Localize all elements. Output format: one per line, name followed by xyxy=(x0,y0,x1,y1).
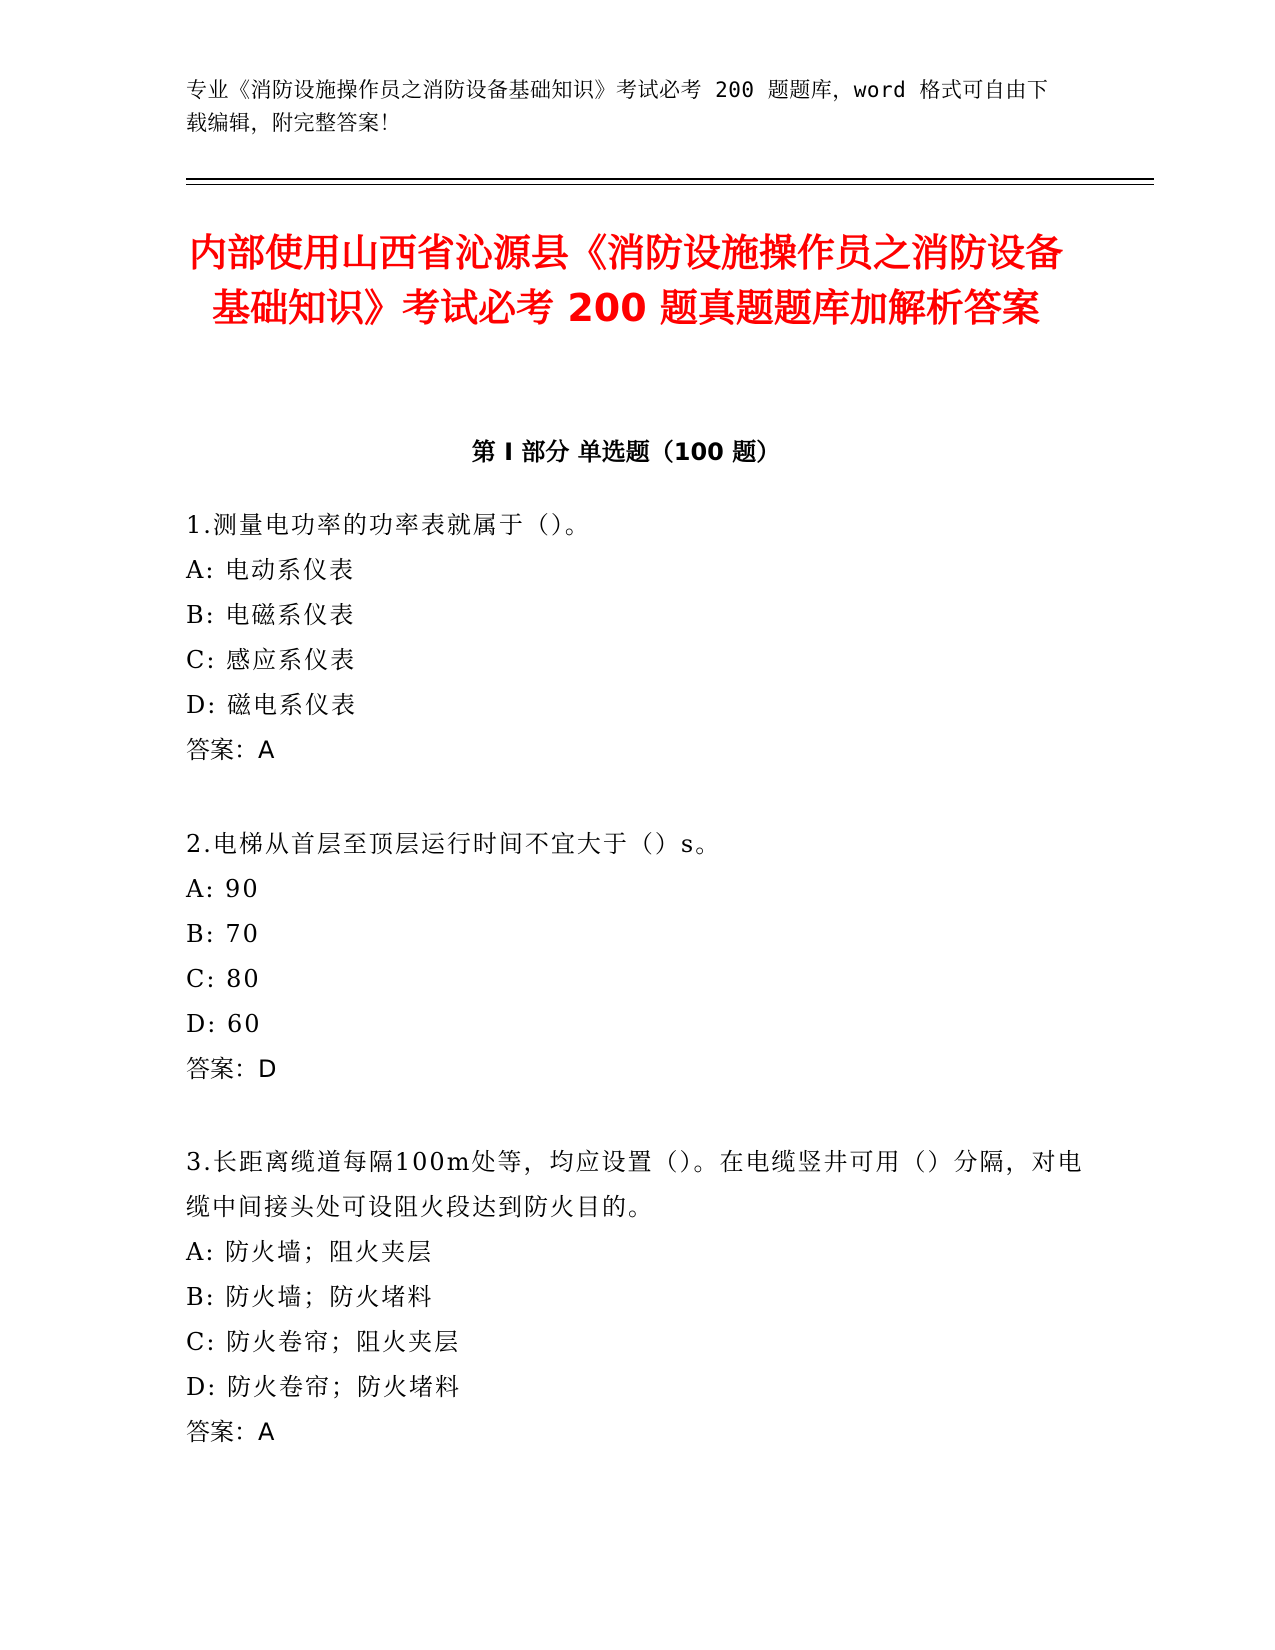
document-title: 内部使用山西省沁源县《消防设施操作员之消防设备基础知识》考试必考 200 题真题题库加解析答案 xyxy=(188,231,1063,330)
question-3 xyxy=(186,1140,1086,1455)
header-note: 专业《消防设施操作员之消防设备基础知识》考试必考 200 题题库，word 格式可自由下载编辑，附完整答案！ xyxy=(186,78,1049,135)
answer: 答案：D xyxy=(186,1055,277,1083)
answer: 答案：A xyxy=(186,1418,275,1446)
option-d: D: 防火卷帘；防火堵料 xyxy=(186,1373,461,1401)
answer: 答案：A xyxy=(186,736,275,764)
question-stem: 3.长距离缆道每隔100m处等，均应设置（）。在电缆竖井可用（）分隔，对电缆中间接头处可设阻火段达到防火目的。 xyxy=(186,1148,1084,1221)
option-c: C: 防火卷帘；阻火夹层 xyxy=(186,1328,461,1356)
option-a: A: 90 xyxy=(186,875,260,903)
option-c: C: 80 xyxy=(186,965,261,993)
option-a: A: 电动系仪表 xyxy=(186,556,356,584)
option-a: A: 防火墙；阻火夹层 xyxy=(186,1238,434,1266)
question-stem: 2.电梯从首层至顶层运行时间不宜大于（）s。 xyxy=(186,830,722,858)
option-b: B: 70 xyxy=(186,920,260,948)
option-b: B: 防火墙；防火堵料 xyxy=(186,1283,434,1311)
question-stem: 1.测量电功率的功率表就属于（）。 xyxy=(186,511,591,539)
header-divider-thick xyxy=(186,178,1154,180)
question-2 xyxy=(186,822,1086,1092)
question-1 xyxy=(186,503,1086,773)
option-d: D: 磁电系仪表 xyxy=(186,691,357,719)
option-c: C: 感应系仪表 xyxy=(186,646,357,674)
section-heading: 第 I 部分 单选题（100 题） xyxy=(471,438,781,466)
option-b: B: 电磁系仪表 xyxy=(186,601,356,629)
option-d: D: 60 xyxy=(186,1010,262,1038)
header-divider-thin xyxy=(186,184,1154,185)
